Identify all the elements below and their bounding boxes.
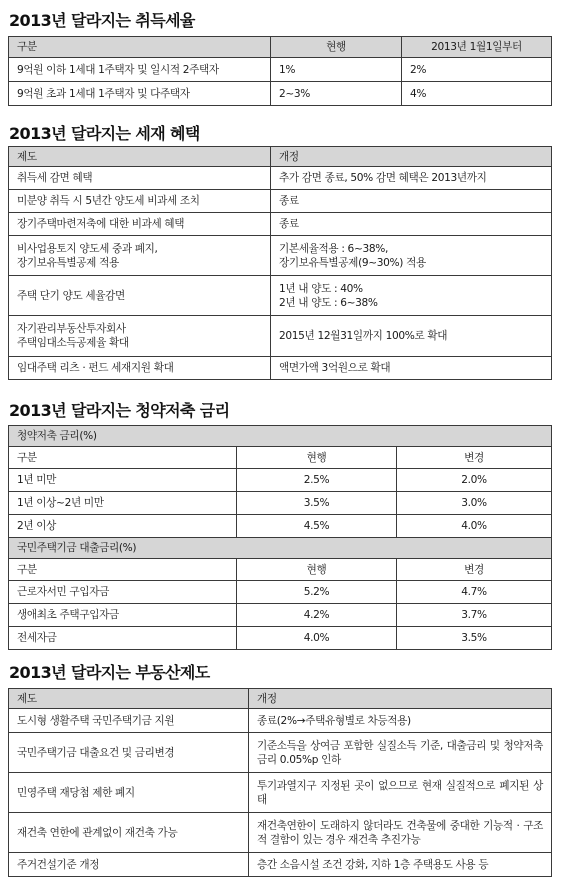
row-revision	[271, 276, 552, 316]
row-system-line: 주택 단기 양도 세율감면	[17, 289, 125, 302]
real-estate-system-title: 2013년 달라지는 부동산제도	[9, 663, 210, 682]
header-category: 구분	[9, 37, 271, 58]
row-system-line: 취득세 감면 혜택	[17, 172, 93, 184]
table-row	[9, 773, 552, 813]
row-revision-line: 2년 내 양도 : 6~38%	[279, 296, 378, 309]
row-system: 도시형 생활주택 국민주택기금 지원	[9, 709, 249, 733]
row-changed: 2.0%	[397, 469, 552, 492]
acquisition-tax-table	[8, 36, 552, 106]
row-changed: 4.7%	[397, 581, 552, 604]
row-system: 국민주택기금 대출요건 및 금리변경	[9, 733, 249, 773]
row-system-line: 장기보유특별공제 적용	[17, 256, 119, 269]
savings-rates-table	[8, 425, 552, 650]
real-estate-system-table	[8, 688, 552, 877]
table-row	[9, 853, 552, 877]
row-revision	[271, 357, 552, 380]
row-revision-line: 종료	[279, 218, 299, 230]
row-system: 주거건설기준 개정	[9, 853, 249, 877]
table-row	[9, 82, 552, 106]
table-header-row	[9, 147, 552, 167]
header-revision: 개정	[271, 147, 552, 167]
row-current: 2~3%	[271, 82, 402, 106]
row-current: 5.2%	[237, 581, 397, 604]
row-revision-line: 장기보유특별공제(9~30%) 적용	[279, 256, 426, 269]
row-revision: 종료(2%→주택유형별로 차등적용)	[249, 709, 552, 733]
header-changed: 변경	[397, 447, 552, 469]
table-row	[9, 213, 552, 236]
row-label: 생애최초 주택구입자금	[9, 604, 237, 627]
row-current: 4.0%	[237, 627, 397, 650]
row-revision	[271, 236, 552, 276]
subscription-caption-row	[9, 426, 552, 447]
table-row	[9, 515, 552, 538]
header-category: 구분	[9, 559, 237, 581]
header-changed: 변경	[397, 559, 552, 581]
table-row	[9, 469, 552, 492]
header-system: 제도	[9, 689, 249, 709]
table-row	[9, 581, 552, 604]
row-system	[9, 236, 271, 276]
table-row	[9, 58, 552, 82]
row-system	[9, 276, 271, 316]
row-current: 4.2%	[237, 604, 397, 627]
row-changed: 3.5%	[397, 627, 552, 650]
table-row	[9, 709, 552, 733]
table-row	[9, 733, 552, 773]
header-current: 현행	[271, 37, 402, 58]
table-row	[9, 316, 552, 357]
table-header-row	[9, 37, 552, 58]
header-category: 구분	[9, 447, 237, 469]
row-current: 3.5%	[237, 492, 397, 515]
table-row	[9, 190, 552, 213]
row-system-line: 미분양 취득 시 5년간 양도세 비과세 조치	[17, 195, 200, 207]
row-label: 1년 미만	[9, 469, 237, 492]
tax-benefits-title: 2013년 달라지는 세재 혜택	[9, 124, 200, 143]
row-system-line: 임대주택 리츠 · 펀드 세재지원 확대	[17, 362, 174, 374]
row-label: 1년 이상~2년 미만	[9, 492, 237, 515]
table-row	[9, 236, 552, 276]
row-changed: 4.0%	[397, 515, 552, 538]
header-system: 제도	[9, 147, 271, 167]
table-row	[9, 276, 552, 316]
row-from-2013: 2%	[402, 58, 552, 82]
table-header-row	[9, 559, 552, 581]
row-label: 근로자서민 구입자금	[9, 581, 237, 604]
table-row	[9, 604, 552, 627]
row-current: 4.5%	[237, 515, 397, 538]
header-current: 현행	[237, 447, 397, 469]
row-system	[9, 213, 271, 236]
row-revision-line: 추가 감면 종료, 50% 감면 혜택은 2013년까지	[279, 172, 487, 184]
row-revision	[271, 213, 552, 236]
row-label: 9억원 이하 1세대 1주택자 및 일시적 2주택자	[9, 58, 271, 82]
row-system-line: 비사업용토지 양도세 중과 폐지,	[17, 242, 158, 255]
row-system-line: 주택임대소득공제율 확대	[17, 337, 129, 349]
row-system: 민영주택 재당첨 제한 폐지	[9, 773, 249, 813]
row-system-line: 장기주택마련저축에 대한 비과세 혜택	[17, 218, 185, 230]
table-row	[9, 813, 552, 853]
row-revision-line: 기본세율적용 : 6~38%,	[279, 242, 388, 255]
row-revision-line: 액면가액 3억원으로 확대	[279, 362, 391, 374]
table-row	[9, 627, 552, 650]
table-header-row	[9, 447, 552, 469]
row-system: 재건축 연한에 관계없이 재건축 가능	[9, 813, 249, 853]
row-revision	[271, 190, 552, 213]
row-changed: 3.0%	[397, 492, 552, 515]
row-revision: 재건축연한이 도래하지 않더라도 건축물에 중대한 기능적 · 구조적 결함이 있는 경우 재건축 추진가능	[249, 813, 552, 853]
row-revision-line: 2015년 12월31일까지 100%로 확대	[279, 330, 448, 342]
row-revision-line: 종료	[279, 195, 299, 207]
row-revision: 기준소득을 상여금 포함한 실질소득 기준, 대출금리 및 청약저축 금리 0.05%p 인하	[249, 733, 552, 773]
housing-fund-caption: 국민주택기금 대출금리(%)	[9, 538, 552, 559]
row-label: 2년 이상	[9, 515, 237, 538]
housing-fund-caption-row	[9, 538, 552, 559]
row-revision-line: 1년 내 양도 : 40%	[279, 282, 363, 295]
table-row	[9, 167, 552, 190]
row-revision: 투기과열지구 지정된 곳이 없으므로 현재 실질적으로 폐지된 상태	[249, 773, 552, 813]
row-system	[9, 357, 271, 380]
table-row	[9, 492, 552, 515]
row-label: 9억원 초과 1세대 1주택자 및 다주택자	[9, 82, 271, 106]
row-current: 2.5%	[237, 469, 397, 492]
header-current: 현행	[237, 559, 397, 581]
row-revision: 층간 소음시설 조건 강화, 지하 1층 주택용도 사용 등	[249, 853, 552, 877]
row-label: 전세자금	[9, 627, 237, 650]
row-revision	[271, 316, 552, 357]
table-header-row	[9, 689, 552, 709]
row-system-line: 자기관리부동산투자회사	[17, 323, 126, 335]
header-revision: 개정	[249, 689, 552, 709]
row-current: 1%	[271, 58, 402, 82]
row-system	[9, 316, 271, 357]
row-revision	[271, 167, 552, 190]
table-row	[9, 357, 552, 380]
row-system	[9, 167, 271, 190]
row-from-2013: 4%	[402, 82, 552, 106]
row-changed: 3.7%	[397, 604, 552, 627]
acquisition-tax-title: 2013년 달라지는 취득세율	[9, 11, 195, 30]
savings-rates-title: 2013년 달라지는 청약저축 금리	[9, 401, 230, 420]
tax-benefits-table	[8, 146, 552, 380]
subscription-caption: 청약저축 금리(%)	[9, 426, 552, 447]
header-from-2013: 2013년 1월1일부터	[402, 37, 552, 58]
row-system	[9, 190, 271, 213]
